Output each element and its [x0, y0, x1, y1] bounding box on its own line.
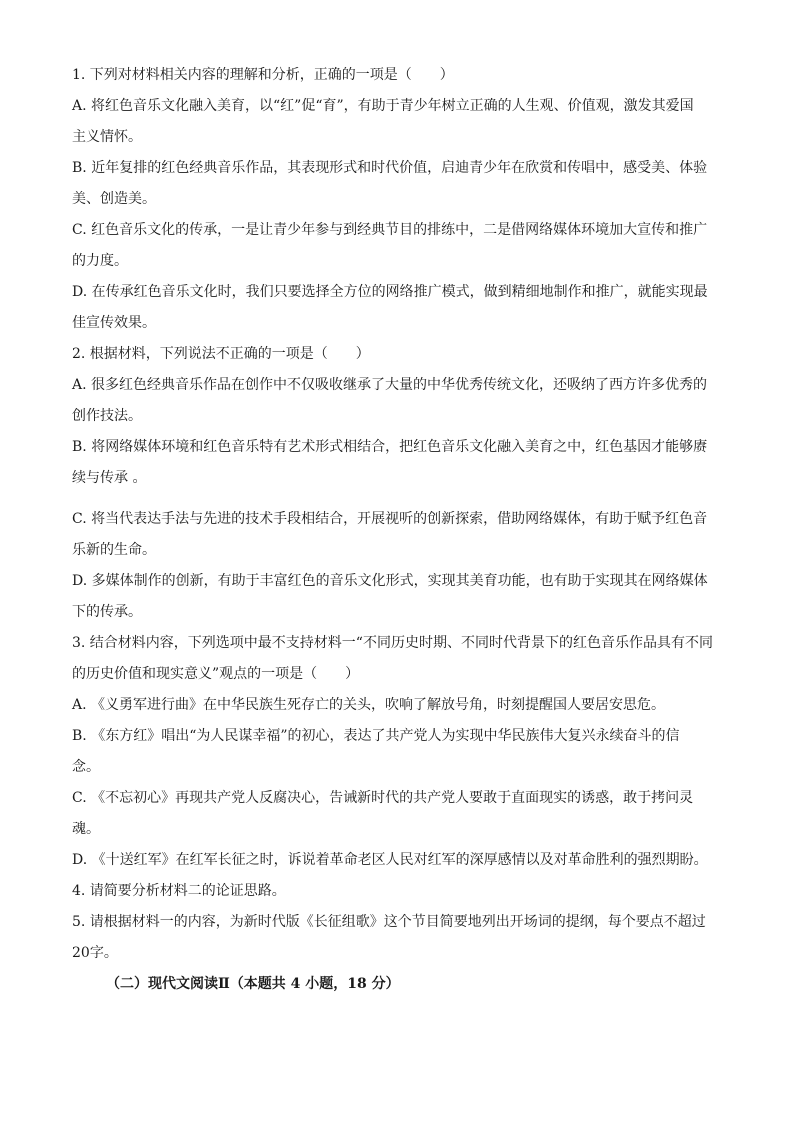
- question-4-stem: 4. 请简要分析材料二的论证思路。: [72, 883, 286, 899]
- question-1-option-b-cont: 美、创造美。: [72, 191, 156, 207]
- question-5-stem-cont: 20字。: [72, 945, 118, 961]
- question-1-stem: 1. 下列对材料相关内容的理解和分析，正确的一项是（ ）: [72, 67, 454, 83]
- question-2-option-c-cont: 乐新的生命。: [72, 542, 156, 558]
- question-3-option-b: B. 《东方红》唱出“为人民谋幸福”的初心，表达了共产党人为实现中华民族伟大复兴永续奋斗的信: [72, 728, 680, 744]
- section-heading: （二）现代文阅读Ⅱ（本题共 4 小题，18 分）: [106, 976, 400, 992]
- question-2-option-a-cont: 创作技法。: [72, 408, 142, 424]
- question-3-option-c: C. 《不忘初心》再现共产党人反腐决心，告诫新时代的共产党人要敢于直面现实的诱惑，敢于拷问灵: [72, 790, 694, 806]
- document-page: [72, 62, 724, 1002]
- question-3-stem: 3. 结合材料内容，下列选项中最不支持材料一“不同历史时期、不同时代背景下的红色音乐作品具有不同: [72, 635, 713, 651]
- question-3-option-a: A. 《义勇军进行曲》在中华民族生死存亡的关头，吹响了解放号角，时刻提醒国人要居安思危。: [72, 697, 666, 713]
- question-1-option-b: B. 近年复排的红色经典音乐作品，其表现形式和时代价值，启迪青少年在欣赏和传唱中，感受美、体验: [72, 160, 708, 176]
- question-2-option-b-cont: 续与传承 。: [72, 470, 147, 486]
- question-1-option-c: C. 红色音乐文化的传承，一是让青少年参与到经典节目的排练中，二是借网络媒体环境加大宣传和推广: [72, 222, 708, 238]
- spacer: [72, 496, 724, 506]
- question-1-option-d: D. 在传承红色音乐文化时，我们只要选择全方位的网络推广模式，做到精细地制作和推广，就能实现最: [72, 284, 708, 300]
- question-3-option-c-cont: 魂。: [72, 821, 100, 837]
- question-2-option-d-cont: 下的传承。: [72, 604, 142, 620]
- question-2-stem: 2. 根据材料，下列说法不正确的一项是（ ）: [72, 346, 370, 362]
- question-1-option-a-cont: 主义情怀。: [72, 129, 142, 145]
- question-2-option-c: C. 将当代表达手法与先进的技术手段相结合，开展视听的创新探索，借助网络媒体，有助于赋予红色音: [72, 511, 708, 527]
- question-3-option-b-cont: 念。: [72, 759, 100, 775]
- question-3-stem-cont: 的历史价值和现实意义”观点的一项是（ ）: [72, 666, 360, 682]
- question-1-option-d-cont: 佳宣传效果。: [72, 315, 156, 331]
- question-2-option-a: A. 很多红色经典音乐作品在创作中不仅吸收继承了大量的中华优秀传统文化，还吸纳了西方许多优秀的: [72, 377, 708, 393]
- question-2-option-b: B. 将网络媒体环境和红色音乐特有艺术形式相结合，把红色音乐文化融入美育之中，红色基因才能够赓: [72, 439, 708, 455]
- question-1-option-c-cont: 的力度。: [72, 253, 128, 269]
- question-1-option-a: A. 将红色音乐文化融入美育，以“红”促“育”，有助于青少年树立正确的人生观、价值观，激发其爱国: [72, 98, 694, 114]
- question-2-option-d: D. 多媒体制作的创新，有助于丰富红色的音乐文化形式，实现其美育功能，也有助于实现其在网络媒体: [72, 573, 708, 589]
- question-3-option-d: D. 《十送红军》在红军长征之时，诉说着革命老区人民对红军的深厚感情以及对革命胜利的强烈期盼。: [72, 852, 708, 868]
- question-5-stem: 5. 请根据材料一的内容，为新时代版《长征组歌》这个节目简要地列出开场词的提纲，每个要点不超过: [72, 914, 706, 930]
